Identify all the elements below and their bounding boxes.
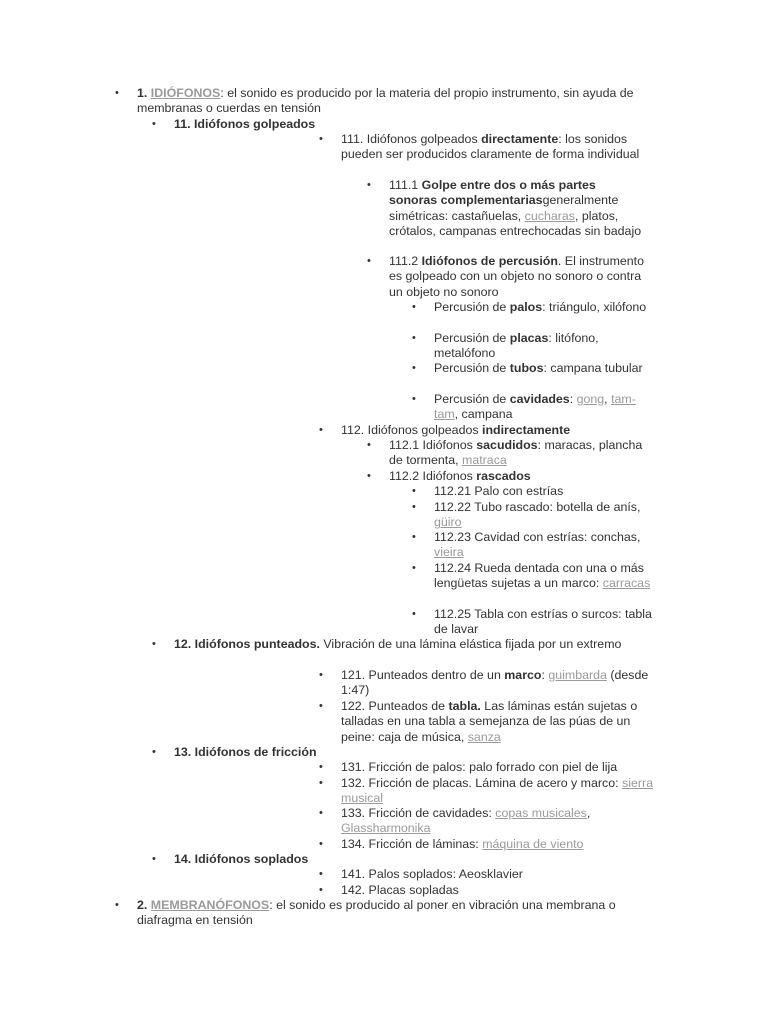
wiki-link[interactable]: matraca — [462, 453, 507, 468]
text-run: : los sonidos pueden ser producidos claramente de forma individual — [341, 132, 640, 162]
bold-term: marco — [504, 668, 542, 682]
list-item — [319, 837, 663, 852]
text-run: 112.22 Tubo rascado: botella de anís, — [434, 500, 641, 514]
bold-term: indirectamente — [482, 423, 571, 437]
text-run: : litófono, metalófono — [434, 331, 599, 361]
text-run: 131. Fricción de palos: palo forrado con piel de lija — [341, 760, 618, 774]
bullet: • — [319, 133, 323, 145]
text-run: : — [569, 392, 577, 406]
wiki-link[interactable]: cucharas — [524, 208, 575, 223]
text-run: , platos, crótalos, campanas entrechocadas sin badajo — [389, 208, 642, 238]
list-item — [412, 331, 656, 362]
text-run: 141. Palos soplados: Aeosklavier — [341, 867, 523, 881]
bullet: • — [319, 807, 323, 819]
text-run: Percusión de — [434, 331, 510, 345]
wiki-link[interactable]: sierra musical — [341, 776, 653, 806]
list-item — [319, 806, 663, 837]
bullet: • — [412, 485, 416, 497]
list-item — [412, 500, 656, 531]
text-run: 112.1 Idiófonos — [389, 438, 477, 452]
item-text — [389, 254, 647, 300]
list-item — [319, 776, 663, 807]
item-text — [341, 806, 663, 837]
wiki-link[interactable]: sanza — [467, 729, 501, 744]
list-item — [319, 423, 661, 438]
list-item — [115, 86, 637, 117]
list-item — [412, 392, 656, 423]
list-item — [152, 745, 474, 760]
list-item — [319, 668, 663, 699]
bullet: • — [152, 853, 156, 865]
list-item — [115, 898, 657, 929]
text-run: 122. Punteados de — [341, 699, 449, 713]
bullet: • — [412, 562, 416, 574]
text-run: 134. Fricción de láminas: — [341, 837, 483, 851]
list-item — [152, 117, 474, 132]
item-text — [389, 469, 647, 484]
text-run: : el sonido es producido al poner en vibración una membrana o diafragma en tensión — [137, 898, 616, 928]
wiki-link[interactable]: gong — [576, 392, 605, 406]
item-text — [434, 392, 656, 423]
text-run: Percusión de — [434, 392, 510, 406]
text-run: generalmente simétricas: castañuelas, — [389, 193, 619, 223]
bold-term: rascados — [476, 469, 531, 483]
text-run: 112.25 Tabla con estrías o surcos: tabla de lavar — [434, 607, 652, 637]
bullet: • — [367, 255, 371, 267]
bullet: • — [412, 301, 416, 313]
bullet: • — [367, 470, 371, 482]
item-text — [389, 438, 647, 469]
bullet: • — [412, 362, 416, 374]
bullet: • — [152, 118, 156, 130]
item-text — [341, 423, 661, 438]
bold-term: Idiófonos de percusión — [421, 254, 558, 268]
bullet: • — [319, 700, 323, 712]
list-item — [367, 254, 647, 300]
text-run: 132. Fricción de placas. Lámina de acero y marco: — [341, 776, 622, 790]
list-item — [319, 132, 661, 163]
list-item — [152, 637, 622, 652]
text-run: , campana — [454, 407, 513, 422]
item-text — [174, 637, 622, 652]
bullet: • — [412, 531, 416, 543]
bold-term: Golpe entre dos o más partes sonoras complementarias — [389, 178, 596, 208]
item-text — [174, 852, 474, 867]
text-run: 112.24 Rueda dentada con una o más lengüetas sujetas a un marco: — [434, 561, 644, 591]
wiki-link[interactable]: carracas — [602, 576, 651, 591]
item-text — [341, 668, 663, 699]
bold-term: 13. Idiófonos de fricción — [174, 745, 317, 759]
item-text — [341, 883, 663, 898]
item-text — [341, 867, 663, 882]
bullet: • — [152, 746, 156, 758]
bullet: • — [319, 868, 323, 880]
list-item — [367, 438, 647, 469]
wiki-link[interactable]: MEMBRANÓFONOS — [150, 898, 270, 912]
bullet: • — [412, 332, 416, 344]
list-item — [412, 361, 656, 376]
text-run: Percusión de — [434, 300, 510, 314]
item-text — [434, 331, 656, 362]
text-run: 121. Punteados dentro de un — [341, 668, 505, 682]
bullet: • — [115, 87, 119, 99]
bold-term: 1. — [137, 86, 151, 100]
text-run: Vibración de una lámina elástica fijada por un extremo — [319, 637, 622, 651]
item-text — [137, 898, 657, 929]
wiki-link[interactable]: guimbarda — [548, 668, 607, 682]
bullet: • — [319, 761, 323, 773]
wiki-link[interactable]: tam-tam — [434, 392, 636, 422]
list-item — [319, 760, 663, 775]
item-text — [434, 530, 656, 561]
bold-term: placas — [509, 331, 549, 345]
bold-term: directamente — [481, 132, 559, 146]
list-item — [152, 852, 474, 867]
text-run: 111.2 — [389, 254, 422, 268]
list-item — [412, 561, 656, 592]
item-text — [434, 361, 656, 376]
item-text — [434, 300, 656, 315]
text-run: 142. Placas sopladas — [341, 883, 459, 897]
item-text — [434, 607, 656, 638]
text-run: : campana tubular — [543, 361, 643, 375]
bold-term: palos — [509, 300, 543, 314]
item-text — [389, 178, 647, 239]
text-run: : triángulo, xilófono — [542, 300, 647, 314]
bullet: • — [319, 777, 323, 789]
list-item — [319, 699, 663, 745]
text-run: 112.2 Idiófonos — [389, 469, 477, 483]
bullet: • — [367, 439, 371, 451]
bullet: • — [319, 838, 323, 850]
item-text — [174, 745, 474, 760]
list-item — [412, 300, 656, 315]
item-text — [341, 699, 663, 745]
bullet: • — [412, 608, 416, 620]
list-item — [367, 178, 647, 239]
list-item — [319, 867, 663, 882]
bold-term: 12. Idiófonos punteados. — [174, 637, 320, 651]
item-text — [434, 500, 656, 531]
wiki-link[interactable]: vieira — [434, 545, 464, 560]
text-run: : — [541, 668, 549, 682]
list-item — [319, 883, 663, 898]
text-run: Las láminas están sujetas o talladas en una tabla a semejanza de las púas de un peine: caja de música, — [341, 699, 638, 744]
text-run: , — [586, 806, 591, 820]
bold-term: cavidades — [509, 392, 570, 406]
text-run: , — [604, 392, 612, 406]
bold-term: 14. Idiófonos soplados — [174, 852, 309, 866]
item-text — [174, 117, 474, 132]
item-text — [341, 837, 663, 852]
text-run: 133. Fricción de cavidades: — [341, 806, 496, 820]
text-run: 112.21 Palo con estrías — [434, 484, 564, 498]
bullet: • — [412, 501, 416, 513]
bullet: • — [319, 424, 323, 436]
bullet: • — [152, 638, 156, 650]
bold-term: 11. Idiófonos golpeados — [174, 117, 316, 131]
text-run: 112.23 Cavidad con estrías: conchas, — [434, 530, 641, 544]
bullet: • — [115, 899, 119, 911]
text-run: . El instrumento es golpeado con un objeto no sonoro o contra un objeto no sonoro — [389, 254, 645, 299]
bold-term: tabla. — [448, 699, 481, 713]
list-item — [412, 530, 656, 561]
list-item — [412, 607, 656, 638]
item-text — [341, 760, 663, 775]
text-run: 112. Idiófonos golpeados — [341, 423, 482, 437]
wiki-link[interactable]: copas musicales — [495, 806, 587, 820]
text-run: (desde 1:47) — [341, 668, 649, 698]
bullet: • — [412, 393, 416, 405]
item-text — [434, 484, 656, 499]
text-run: : maracas, plancha de tormenta, — [389, 438, 643, 468]
item-text — [341, 776, 663, 807]
bullet: • — [319, 884, 323, 896]
bold-term: sacudidos — [476, 438, 538, 452]
text-run: 111. Idiófonos golpeados — [341, 132, 482, 146]
bold-term: 2. — [137, 898, 151, 912]
list-item — [367, 469, 647, 484]
bold-term: tubos — [509, 361, 544, 375]
item-text — [341, 132, 661, 163]
bullet: • — [367, 179, 371, 191]
item-text — [434, 561, 656, 592]
wiki-link[interactable]: Glassharmonika — [341, 821, 431, 836]
wiki-link[interactable]: güiro — [434, 515, 462, 530]
wiki-link[interactable]: IDIÓFONOS — [150, 86, 221, 100]
text-run: : el sonido es producido por la materia del propio instrumento, sin ayuda de membranas o cuerdas en tensión — [137, 86, 634, 116]
item-text — [137, 86, 637, 117]
bullet: • — [319, 669, 323, 681]
text-run: 111.1 — [389, 178, 422, 192]
wiki-link[interactable]: máquina de viento — [482, 837, 584, 851]
list-item — [412, 484, 656, 499]
text-run: Percusión de — [434, 361, 510, 375]
